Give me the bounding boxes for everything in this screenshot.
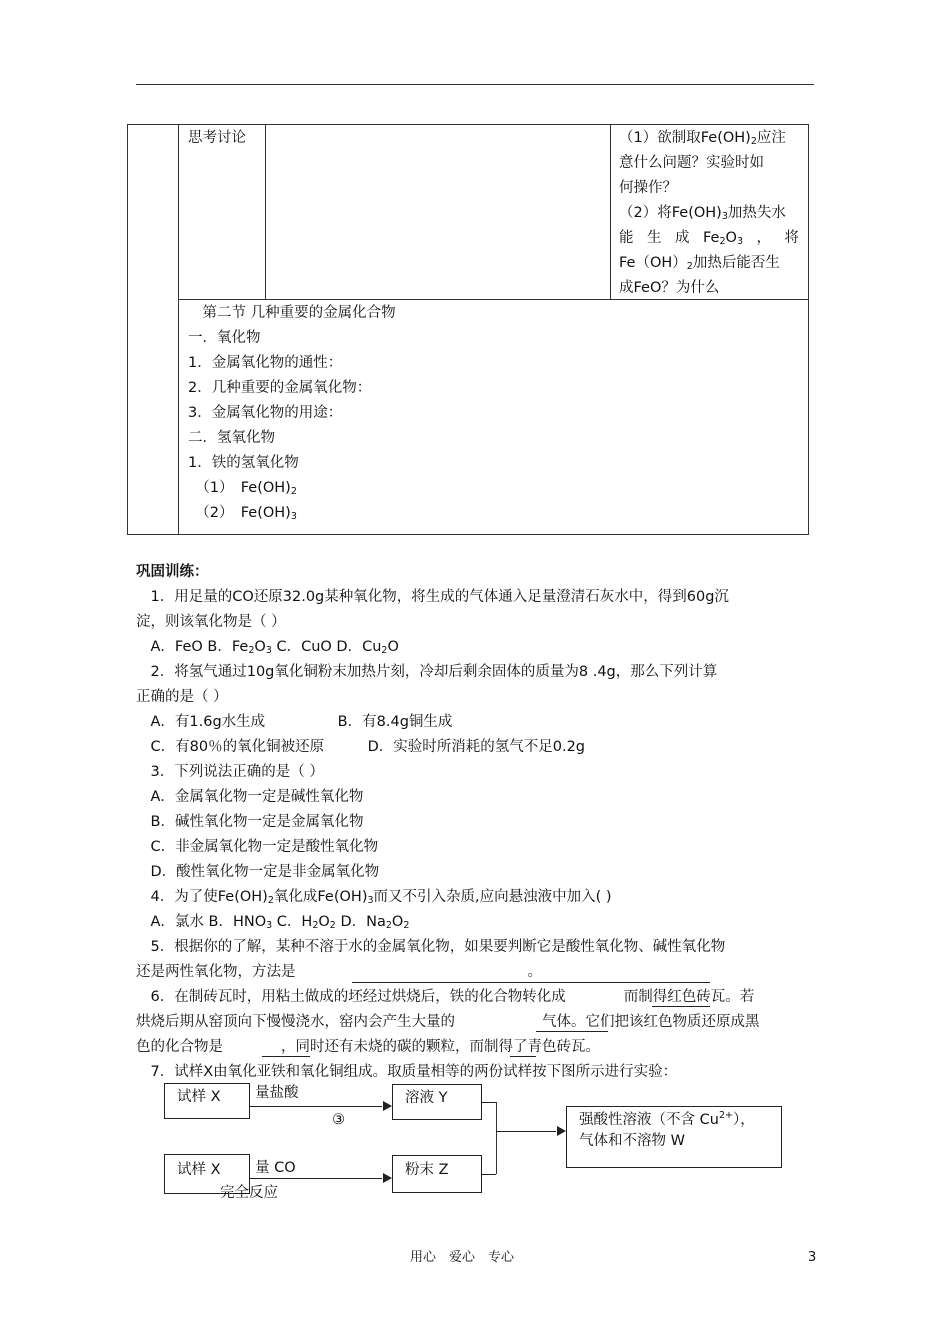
question-text: 6．在制砖瓦时，用粘土做成的坯经过烘烧后，铁的化合物转化成 而制得红色砖瓦。若 <box>136 989 755 1005</box>
solution-y-label: 溶液 Y <box>405 1090 448 1106</box>
answer-options: A．有1.6g水生成 B．有8.4g铜生成 <box>136 714 453 730</box>
result-text: 气体和不溶物 W <box>579 1133 685 1149</box>
outline-line: （2） $Fe(OH)_3$ <box>188 505 297 522</box>
table-divider <box>265 124 266 299</box>
flow-arrow-head <box>383 1101 392 1111</box>
result-text: 强酸性溶液（不含 $Cu^{2+}$）， <box>579 1110 755 1128</box>
outline-line: 二．氢氧化物 <box>188 430 275 446</box>
sample-x-label: 试样 X <box>177 1089 221 1105</box>
flow-arrow <box>250 1178 382 1179</box>
answer-blank <box>352 982 710 983</box>
practice-heading: 巩固训练： <box>136 564 209 580</box>
question-line: （2）将$Fe(OH)_3$加热失水 <box>619 205 786 222</box>
discussion-label: 思考讨论 <box>188 130 246 146</box>
reagent-label: 量 CO <box>255 1160 296 1176</box>
answer-option: B．碱性氧化物一定是金属氧化物 <box>136 814 364 830</box>
sample-x-label: 试样 X <box>177 1162 221 1178</box>
answer-options: C．有80％的氧化铜被还原 D．实验时所消耗的氢气不足0.2g <box>136 739 586 755</box>
question-line: $Fe(OH)_2$加热后能否生 <box>619 255 780 272</box>
header-rule <box>136 84 814 85</box>
answer-blank <box>510 1056 536 1057</box>
powder-z-label: 粉末 Z <box>405 1162 449 1178</box>
question-text: 3．下列说法正确的是（ ） <box>136 764 324 780</box>
flow-arrow-head <box>557 1126 566 1136</box>
question-text: 1．用足量的CO还原32.0g某种氧化物，将生成的气体通入足量澄清石灰水中，得到60g沉 <box>136 589 729 605</box>
table-divider <box>178 299 808 300</box>
outline-line: 3．金属氧化物的用途： <box>188 405 343 421</box>
answer-options: A．FeO B．$Fe_2O_3$ C．CuO D．$Cu_2O$ <box>136 639 399 656</box>
question-line: 成FeO？为什么 <box>619 280 720 296</box>
join-line <box>482 1102 496 1103</box>
answer-blank <box>652 1006 710 1007</box>
question-line: （1）欲制取$Fe(OH)_2$应注 <box>619 130 786 147</box>
question-text: 7．试样X由氧化亚铁和氧化铜组成。取质量相等的两份试样按下图所示进行实验： <box>136 1064 678 1080</box>
question-text: 5．根据你的了解，某种不溶于水的金属氧化物，如果要判断它是酸性氧化物、碱性氧化物 <box>136 939 726 955</box>
answer-option: D．酸性氧化物一定是非金属氧化物 <box>136 864 380 880</box>
outline-line: 1．金属氧化物的通性： <box>188 355 343 371</box>
flow-arrow <box>250 1106 382 1107</box>
question-line: 何操作？ <box>619 180 677 196</box>
question-text: 淀，则该氧化物是（ ） <box>136 614 286 630</box>
answer-options: A．氯水 B．$HNO_3$ C．$H_2O_2$ D．$Na_2O_2$ <box>136 914 410 931</box>
page-number: 3 <box>808 1250 817 1265</box>
question-text: 烘烧后期从窑顶向下慢慢浇水，窑内会产生大量的 气体。它们把该红色物质还原成黑 <box>136 1014 760 1030</box>
footer-motto: 用心 爱心 专心 <box>410 1250 515 1265</box>
question-text: 4．为了使$Fe(OH)_2$氧化成$Fe(OH)_3$而又不引入杂质,应向悬浊液中加入( ) <box>136 889 612 906</box>
condition-label: 完全反应 <box>220 1185 278 1201</box>
join-line <box>496 1102 497 1174</box>
table-divider <box>610 124 611 299</box>
question-text: 还是两性氧化物，方法是 。 <box>136 964 542 980</box>
outline-line: 2．几种重要的金属氧化物： <box>188 380 372 396</box>
table-divider <box>178 124 179 534</box>
question-line: 意什么问题？实验时如 <box>619 155 764 171</box>
answer-option: A．金属氧化物一定是碱性氧化物 <box>136 789 364 805</box>
question-text: 2．将氢气通过10g氧化铜粉末加热片刻，冷却后剩余固体的质量为8 .4g，那么下列计算 <box>136 664 718 680</box>
answer-blank <box>536 1031 608 1032</box>
answer-option: C．非金属氧化物一定是酸性氧化物 <box>136 839 379 855</box>
outline-line: 1．铁的氢氧化物 <box>188 455 299 471</box>
question-line: 能 生 成 $Fe_2O_3$ ， 将 <box>619 230 799 247</box>
question-text: 正确的是（ ） <box>136 689 228 705</box>
flow-arrow <box>496 1131 556 1132</box>
outline-line: 第二节 几种重要的金属化合物 <box>188 305 396 321</box>
question-text: 色的化合物是 ，同时还有未烧的碳的颗粒，而制得了青色砖瓦。 <box>136 1039 600 1055</box>
join-line <box>482 1174 496 1175</box>
reagent-label: 量盐酸 <box>255 1085 299 1101</box>
flow-arrow-head <box>383 1173 392 1183</box>
outline-line: （1） $Fe(OH)_2$ <box>188 480 297 497</box>
step-mark: ③ <box>332 1112 345 1128</box>
answer-blank <box>262 1056 310 1057</box>
outline-line: 一．氧化物 <box>188 330 261 346</box>
